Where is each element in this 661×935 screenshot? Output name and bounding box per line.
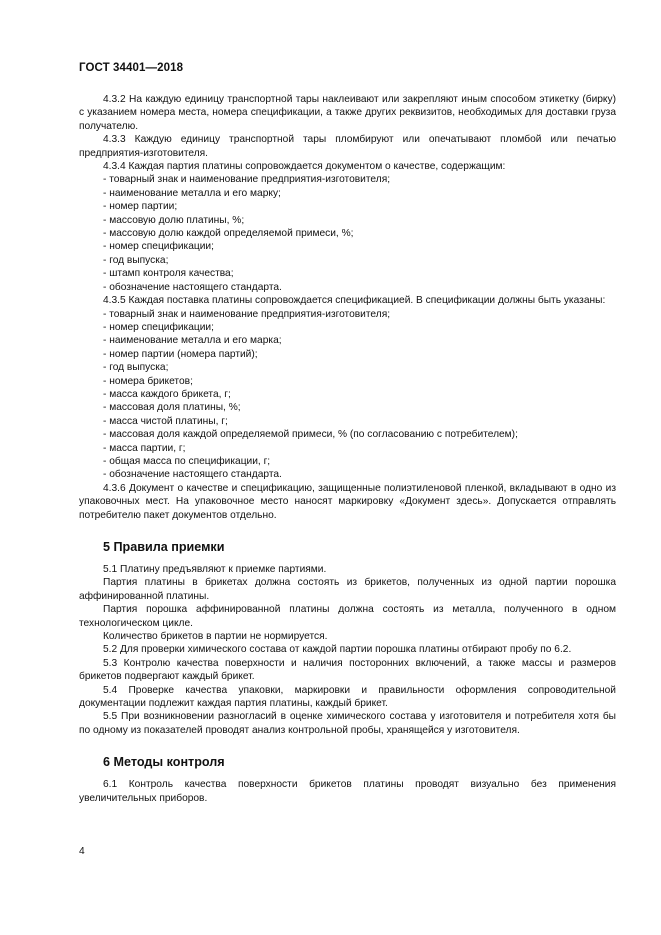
list-item: - номер спецификации;	[103, 321, 214, 333]
list-item: - номер партии;	[103, 201, 178, 213]
paragraph-5-1-c: Количество брикетов в партии не нормируется.	[103, 631, 328, 643]
list-item: - массовую долю каждой определяемой примеси, %;	[103, 228, 354, 240]
paragraph-4-3-5: 4.3.5 Каждая поставка платины сопровождается спецификацией. В спецификации должны быть указаны:	[103, 295, 606, 307]
paragraph-6-1: 6.1 Контроль качества поверхности брикетов платины проводят визуально без применения увеличительных приборов.	[79, 779, 616, 804]
paragraph-5-1-b: Партия порошка аффинированной платины должна состоять из металла, полученного в одном технологическом цикле.	[79, 604, 616, 629]
section-6-title: 6 Методы контроля	[103, 755, 225, 770]
paragraph-5-2: 5.2 Для проверки химического состава от каждой партии порошка платины отбирают пробу по 6.2.	[103, 644, 572, 656]
list-item: - номер спецификации;	[103, 241, 214, 253]
section-5-title: 5 Правила приемки	[103, 540, 225, 554]
list-item: - товарный знак и наименование предприятия-изготовителя;	[103, 174, 391, 186]
list-item: - наименование металла и его марка;	[103, 335, 282, 347]
paragraph-4-3-3: 4.3.3 Каждую единицу транспортной тары пломбируют или опечатывают пломбой или печатью предприятия-изготовителя.	[79, 134, 616, 159]
list-item: - номера брикетов;	[103, 375, 193, 387]
document-header: ГОСТ 34401—2018	[79, 62, 184, 74]
list-item: - наименование металла и его марку;	[103, 187, 281, 199]
list-item: - массовая доля платины, %;	[103, 402, 241, 414]
list-item: - обозначение настоящего стандарта.	[103, 469, 282, 481]
list-item: - массовая доля каждой определяемой примеси, % (по согласованию с потребителем);	[103, 429, 518, 441]
list-item: - штамп контроля качества;	[103, 268, 234, 280]
list-item: - год выпуска;	[103, 254, 169, 266]
list-item: - обозначение настоящего стандарта.	[103, 281, 282, 293]
page-number: 4	[79, 846, 85, 857]
list-4-3-5	[79, 308, 616, 482]
list-item: - общая масса по спецификации, г;	[103, 455, 271, 467]
list-item: - масса каждого брикета, г;	[103, 388, 231, 400]
list-item: - масса партии, г;	[103, 442, 186, 454]
paragraph-4-3-6: 4.3.6 Документ о качестве и спецификацию, защищенные полиэтиленовой пленкой, вкладывают в одно из упаковочных мест. На упаковочное место наносят маркировку «Документ здесь». Допускается отправлять потребителю пакет документов отдельно.	[79, 482, 616, 521]
list-item: - номер партии (номера партий);	[103, 348, 258, 360]
list-item: - масса чистой платины, г;	[103, 415, 228, 427]
paragraph-5-1: 5.1 Платину предъявляют к приемке партиями.	[103, 564, 327, 575]
document-body	[79, 93, 616, 805]
list-item: - массовую долю платины, %;	[103, 214, 245, 226]
paragraph-4-3-2: 4.3.2 На каждую единицу транспортной тары наклеивают или закрепляют иным способом этикетку (бирку) с указанием номера места, номера спецификации, а также других реквизитов, необходимых для доставки груза получателю.	[79, 94, 616, 132]
paragraph-4-3-4: 4.3.4 Каждая партия платины сопровождается документом о качестве, содержащим:	[103, 161, 506, 173]
paragraph-5-3: 5.3 Контролю качества поверхности и наличия посторонних включений, а также массы и размеров брикетов подвергают каждый брикет.	[79, 657, 616, 683]
list-item: - товарный знак и наименование предприятия-изготовителя;	[103, 308, 391, 320]
list-item: - год выпуска;	[103, 362, 169, 374]
paragraph-5-5: 5.5 При возникновении разногласий в оценке химического состава у изготовителя и потребителя хотя бы по одному из показателей проводят анализ контрольной пробы, хранящейся у изготовителя.	[79, 711, 616, 736]
list-4-3-4	[79, 173, 616, 294]
paragraph-5-4: 5.4 Проверке качества упаковки, маркировки и правильности оформления сопроводительной документации подлежит каждая партия платины, каждый брикет.	[79, 684, 616, 710]
paragraph-5-1-a: Партия платины в брикетах должна состоять из брикетов, полученных из одной партии порошка аффинированной платины.	[79, 577, 616, 602]
